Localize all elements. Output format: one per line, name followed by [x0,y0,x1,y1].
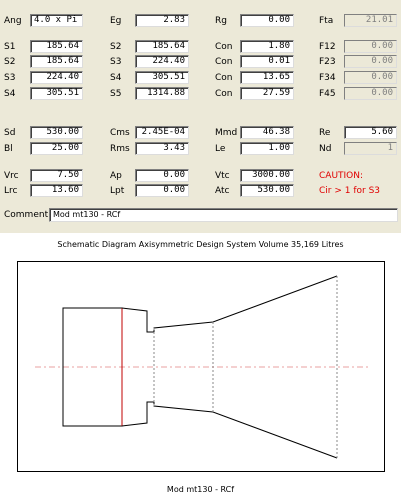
label-con1: Con [215,42,233,52]
atc-input[interactable]: 530.00 [240,184,294,197]
con3-input[interactable]: 13.65 [240,71,294,84]
s5-input[interactable]: 1314.88 [135,87,189,100]
label-s2b: S2 [110,42,122,52]
schematic-diagram [17,261,385,472]
label-con2: Con [215,57,233,67]
label-s1: S1 [4,42,16,52]
label-re: Re [319,128,331,138]
cms-input[interactable]: 2.45E-04 [135,126,189,139]
f12-output: 0.00 [344,40,397,53]
rg-input[interactable]: 0.00 [240,14,294,27]
label-f34: F34 [319,73,336,83]
rms-input[interactable]: 3.43 [135,142,189,155]
caution-message: Cir > 1 for S3 [319,186,381,196]
s4-input[interactable]: 305.51 [30,87,83,100]
lrc-input[interactable]: 13.60 [30,184,83,197]
fta-output: 21.01 [344,14,397,27]
label-eg: Eg [110,16,122,26]
diagram-title: Schematic Diagram Axisymmetric Design System Volume 35,169 Litres [57,240,344,249]
label-rms: Rms [110,144,130,154]
label-cms: Cms [110,128,130,138]
label-s4: S4 [4,89,16,99]
label-sd: Sd [4,128,16,138]
label-fta: Fta [319,16,334,26]
vrc-input[interactable]: 7.50 [30,169,83,182]
label-s3: S3 [4,73,16,83]
con2-input[interactable]: 0.01 [240,55,294,68]
con1-input[interactable]: 1.80 [240,40,294,53]
mmd-input[interactable]: 46.38 [240,126,294,139]
label-atc: Atc [215,186,230,196]
f45-output: 0.00 [344,87,397,100]
label-f45: F45 [319,89,336,99]
parameter-form [0,0,401,233]
s1-input[interactable]: 185.64 [30,40,83,53]
comment-label: Comment [4,210,49,220]
con4-input[interactable]: 27.59 [240,87,294,100]
label-ang: Ang [4,16,22,26]
label-vrc: Vrc [4,171,19,181]
label-vtc: Vtc [215,171,230,181]
caution-title: CAUTION: [319,171,364,181]
ap-input[interactable]: 0.00 [135,169,189,182]
s3-output-1[interactable]: 224.40 [135,55,189,68]
bl-input[interactable]: 25.00 [30,142,83,155]
s2-input[interactable]: 185.64 [30,55,83,68]
diagram-caption: Mod mt130 - RCf [166,485,235,494]
ang-input[interactable]: 4.0 x Pi [30,14,83,27]
sd-input[interactable]: 530.00 [30,126,83,139]
label-mmd: Mmd [215,128,238,138]
label-con3: Con [215,73,233,83]
f23-output: 0.00 [344,55,397,68]
label-s3b: S3 [110,57,122,67]
label-s2: S2 [4,57,16,67]
label-bl: Bl [4,144,13,154]
lpt-input[interactable]: 0.00 [135,184,189,197]
label-lrc: Lrc [4,186,18,196]
label-nd: Nd [319,144,332,154]
eg-input[interactable]: 2.83 [135,14,189,27]
f34-output: 0.00 [344,71,397,84]
label-s4b: S4 [110,73,122,83]
vtc-input[interactable]: 3000.00 [240,169,294,182]
label-lpt: Lpt [110,186,125,196]
s2-output-1[interactable]: 185.64 [135,40,189,53]
label-ap: Ap [110,171,122,181]
s3-input[interactable]: 224.40 [30,71,83,84]
re-input[interactable]: 5.60 [344,126,397,139]
comment-input[interactable]: Mod mt130 - RCf [49,208,398,222]
le-input[interactable]: 1.00 [240,142,294,155]
s4-output-1[interactable]: 305.51 [135,71,189,84]
label-s5: S5 [110,89,122,99]
label-rg: Rg [215,16,227,26]
label-f23: F23 [319,57,336,67]
label-con4: Con [215,89,233,99]
nd-output: 1 [344,142,397,155]
label-le: Le [215,144,226,154]
label-f12: F12 [319,42,336,52]
